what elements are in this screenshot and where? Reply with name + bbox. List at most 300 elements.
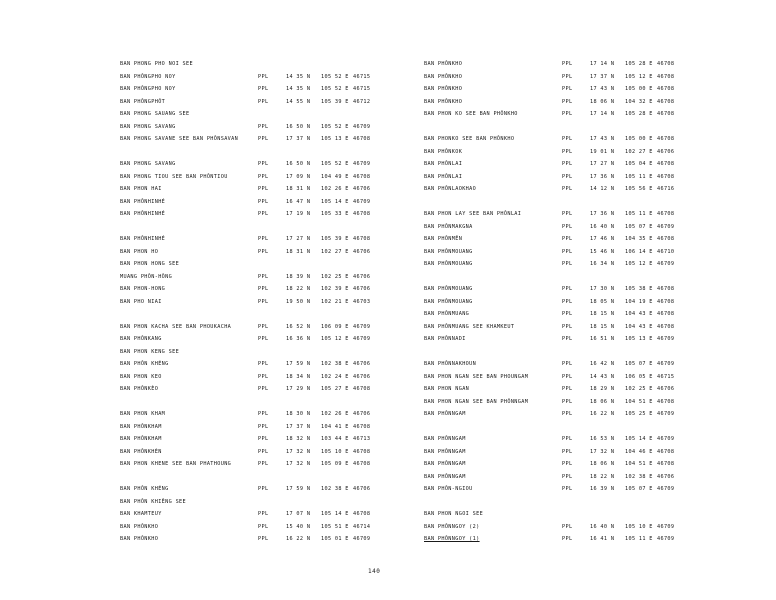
- longitude: 102 39 E: [321, 286, 349, 292]
- longitude: 105 13 E: [625, 336, 653, 342]
- latitude: 14 35 N: [286, 73, 311, 80]
- place-name: BAN PHON HO: [120, 248, 159, 255]
- map-code: 46708: [657, 398, 675, 405]
- longitude: 106 14 E: [625, 248, 653, 255]
- latitude: 17 37 N: [590, 73, 615, 80]
- latitude: 17 36 N: [590, 173, 615, 180]
- longitude: 104 46 E: [625, 448, 653, 455]
- place-name: BAN PHÔNKHO: [424, 86, 463, 92]
- place-name: BAN PHON KHENE SEE BAN PHATHOUNG: [120, 461, 232, 467]
- latitude: 19 01 N: [590, 148, 615, 155]
- latitude: 16 42 N: [590, 361, 615, 367]
- map-code: 46706: [353, 273, 371, 280]
- gazetteer-entry: [424, 358, 724, 371]
- feature-type: PPL: [562, 161, 573, 167]
- map-code: 46709: [353, 161, 371, 167]
- longitude: 104 49 E: [321, 173, 349, 180]
- place-name: BAN PHON KENG SEE: [120, 348, 180, 355]
- gazetteer-entry: [120, 108, 420, 121]
- feature-type: PPL: [258, 123, 269, 130]
- latitude: 17 32 N: [590, 448, 615, 455]
- feature-type: PPL: [562, 473, 573, 480]
- feature-type: PPL: [562, 98, 573, 105]
- longitude: 105 12 E: [321, 336, 349, 342]
- longitude: 105 39 E: [321, 236, 349, 242]
- gazetteer-entry: [120, 483, 420, 496]
- longitude: 103 44 E: [321, 436, 349, 442]
- latitude: 16 50 N: [286, 123, 311, 130]
- longitude: 106 05 E: [625, 373, 653, 380]
- feature-type: PPL: [562, 111, 573, 117]
- latitude: 17 19 N: [286, 211, 311, 217]
- longitude: 105 07 E: [625, 361, 653, 367]
- longitude: 105 28 E: [625, 111, 653, 117]
- place-name: BAN PHONG TIOU SEE BAN PHÔNTIOU: [120, 173, 228, 180]
- map-code: 46706: [657, 473, 675, 480]
- gazetteer-entry: [424, 383, 724, 396]
- map-code: 46706: [353, 361, 371, 367]
- feature-type: PPL: [562, 173, 573, 180]
- latitude: 18 30 N: [286, 411, 311, 417]
- place-name: BAN PHÔNMOUANG: [424, 248, 473, 255]
- map-code: 46708: [657, 161, 675, 167]
- feature-type: PPL: [562, 298, 573, 305]
- feature-type: PPL: [562, 411, 573, 417]
- place-name: BAN PHÔNNADI: [424, 336, 466, 342]
- map-code: 46706: [353, 486, 371, 492]
- map-code: 46708: [353, 386, 371, 392]
- longitude: 102 26 E: [321, 186, 349, 192]
- longitude: 105 33 E: [321, 211, 349, 217]
- place-name: BAN PHON KACHA SEE BAN PHOUKACHA: [120, 323, 232, 330]
- longitude: 105 52 E: [321, 161, 349, 167]
- place-name: BAN PHONG SAUANG SEE: [120, 111, 190, 117]
- latitude: 18 06 N: [590, 98, 615, 105]
- place-name: BAN PHÔN KHÉNG: [120, 361, 169, 367]
- map-code: 46709: [353, 198, 371, 205]
- gazetteer-entry: [424, 371, 724, 384]
- feature-type: PPL: [562, 361, 573, 367]
- feature-type: PPL: [258, 373, 269, 380]
- longitude: 105 11 E: [625, 173, 653, 180]
- map-code: 46712: [353, 98, 371, 105]
- map-code: 46709: [353, 336, 371, 342]
- feature-type: PPL: [562, 386, 573, 392]
- latitude: 18 15 N: [590, 311, 615, 317]
- feature-type: PPL: [258, 273, 269, 280]
- longitude: 105 07 E: [625, 223, 653, 230]
- longitude: 105 14 E: [321, 198, 349, 205]
- place-name: BAN PHÔNNGAM: [424, 461, 466, 467]
- longitude: 102 24 E: [321, 373, 349, 380]
- latitude: 17 09 N: [286, 173, 311, 180]
- map-code: 46708: [657, 461, 675, 467]
- place-name: BAN PHÔNKANG: [120, 336, 162, 342]
- place-name: BAN PHONG SAVANE SEE BAN PHÔNSAVAN: [120, 136, 239, 142]
- latitude: 17 07 N: [286, 511, 311, 517]
- longitude: 106 09 E: [321, 323, 349, 330]
- gazetteer-entry: [120, 521, 420, 534]
- latitude: 17 14 N: [590, 61, 615, 67]
- feature-type: PPL: [562, 248, 573, 255]
- latitude: 16 52 N: [286, 323, 311, 330]
- gazetteer-entry: [120, 271, 420, 284]
- feature-type: PPL: [562, 286, 573, 292]
- map-code: 46715: [353, 73, 371, 80]
- gazetteer-entry: [120, 121, 420, 134]
- feature-type: PPL: [562, 336, 573, 342]
- gazetteer-entry: [424, 258, 724, 271]
- longitude: 104 43 E: [625, 311, 653, 317]
- feature-type: PPL: [562, 398, 573, 405]
- place-name: BAN PHÔN KHÉNG: [120, 486, 169, 492]
- map-code: 46706: [353, 186, 371, 192]
- latitude: 18 31 N: [286, 248, 311, 255]
- longitude: 102 27 E: [321, 248, 349, 255]
- map-code: 46706: [353, 286, 371, 292]
- longitude: 105 38 E: [625, 286, 653, 292]
- place-name: BAN KHAMTEUY: [120, 511, 162, 517]
- longitude: 102 26 E: [321, 411, 349, 417]
- place-name: BAN PHÔNGPHO NOY: [120, 73, 176, 80]
- map-code: 46708: [657, 448, 675, 455]
- map-code: 46709: [657, 411, 675, 417]
- gazetteer-entry: [120, 258, 420, 271]
- gazetteer-entry: [120, 171, 420, 184]
- feature-type: PPL: [562, 461, 573, 467]
- feature-type: PPL: [258, 248, 269, 255]
- place-name: BAN PHÔNLAI: [424, 161, 463, 167]
- longitude: 105 52 E: [321, 123, 349, 130]
- gazetteer-entry: [120, 71, 420, 84]
- feature-type: PPL: [562, 223, 573, 230]
- longitude: 104 51 E: [625, 461, 653, 467]
- place-name: BAN PHÔNMÊN: [424, 236, 463, 242]
- longitude: 105 14 E: [321, 511, 349, 517]
- feature-type: PPL: [258, 298, 269, 305]
- map-code: 46709: [657, 261, 675, 267]
- gazetteer-entry: [120, 458, 420, 471]
- feature-type: PPL: [258, 511, 269, 517]
- gazetteer-entry: [120, 408, 420, 421]
- latitude: 18 22 N: [286, 286, 311, 292]
- latitude: 17 59 N: [286, 486, 311, 492]
- feature-type: PPL: [258, 536, 269, 542]
- map-code: 46708: [353, 461, 371, 467]
- latitude: 17 59 N: [286, 361, 311, 367]
- longitude: 105 52 E: [321, 73, 349, 80]
- gazetteer-entry: [120, 333, 420, 346]
- latitude: 16 36 N: [286, 336, 311, 342]
- map-code: 46708: [657, 61, 675, 67]
- latitude: 16 41 N: [590, 536, 615, 542]
- feature-type: PPL: [562, 211, 573, 217]
- place-name: BAN PHON KEO: [120, 373, 162, 380]
- latitude: 14 43 N: [590, 373, 615, 380]
- gazetteer-entry: [424, 533, 724, 546]
- place-name: BAN PHÔNMOUANG: [424, 286, 473, 292]
- map-code: 46708: [353, 173, 371, 180]
- feature-type: PPL: [258, 461, 269, 467]
- map-code: 46715: [657, 373, 675, 380]
- place-name: BAN PHONG SAVANG: [120, 123, 176, 130]
- map-code: 46709: [657, 361, 675, 367]
- map-code: 46708: [353, 136, 371, 142]
- map-code: 46709: [657, 336, 675, 342]
- longitude: 104 43 E: [625, 323, 653, 330]
- gazetteer-entry: [120, 296, 420, 309]
- place-name: BAN PHON LAY SEE BAN PHÔNLAI: [424, 211, 522, 217]
- gazetteer-entry: [424, 96, 724, 109]
- latitude: 18 05 N: [590, 298, 615, 305]
- place-name: BAN PHÔN KHIÊNG SEE: [120, 498, 186, 505]
- place-name: BAN PHON NGAN SEE BAN PHOUNGAM: [424, 373, 529, 380]
- longitude: 105 27 E: [321, 386, 349, 392]
- gazetteer-entry: [424, 108, 724, 121]
- blank-row: [120, 471, 420, 484]
- map-code: 46709: [353, 536, 371, 542]
- longitude: 104 32 E: [625, 98, 653, 105]
- map-code: 46708: [353, 511, 371, 517]
- place-name: BAN PHÔNKHO: [424, 61, 463, 67]
- place-name: BAN PHÔNKHAM: [120, 436, 162, 442]
- map-code: 46709: [353, 123, 371, 130]
- place-name: BAN PHON NGAN: [424, 386, 470, 392]
- gazetteer-entry: [120, 321, 420, 334]
- place-name: BAN PHÔNKOK: [424, 148, 463, 155]
- feature-type: PPL: [258, 136, 269, 142]
- map-code: 46709: [657, 486, 675, 492]
- place-name: BAN PHÔNKHO: [120, 523, 159, 530]
- feature-type: PPL: [562, 448, 573, 455]
- feature-type: PPL: [562, 536, 573, 542]
- map-code: 46708: [657, 298, 675, 305]
- latitude: 17 27 N: [286, 236, 311, 242]
- latitude: 16 22 N: [590, 411, 615, 417]
- place-name: BAN PHÔNMOUANG: [424, 298, 473, 305]
- map-code: 46709: [353, 323, 371, 330]
- latitude: 16 47 N: [286, 198, 311, 205]
- feature-type: PPL: [258, 98, 269, 105]
- gazetteer-entry: [120, 196, 420, 209]
- place-name: BAN PHÔNMOUANG: [424, 261, 473, 267]
- feature-type: PPL: [562, 436, 573, 442]
- latitude: 18 15 N: [590, 323, 615, 330]
- feature-type: PPL: [258, 423, 269, 430]
- feature-type: PPL: [562, 136, 573, 142]
- map-code: 46706: [657, 148, 675, 155]
- map-code: 46706: [353, 373, 371, 380]
- map-code: 46706: [353, 411, 371, 417]
- gazetteer-entry: [120, 158, 420, 171]
- place-name: BAN PHÔNGPHÔT: [120, 98, 166, 105]
- map-code: 46706: [657, 386, 675, 392]
- latitude: 18 32 N: [286, 436, 311, 442]
- gazetteer-entry: [424, 171, 724, 184]
- gazetteer-entry: [120, 433, 420, 446]
- longitude: 105 56 E: [625, 186, 653, 192]
- place-name: BAN PHÔNLAI: [424, 173, 463, 180]
- place-name: BAN PHONG SAVANG: [120, 161, 176, 167]
- latitude: 17 46 N: [590, 236, 615, 242]
- feature-type: PPL: [258, 336, 269, 342]
- place-name: BAN PHÔNHINHÉ: [120, 236, 166, 242]
- map-code: 46714: [353, 523, 371, 530]
- latitude: 18 31 N: [286, 186, 311, 192]
- feature-type: PPL: [562, 523, 573, 530]
- map-code: 46709: [657, 436, 675, 442]
- gazetteer-entry: [424, 133, 724, 146]
- place-name: BAN PHÔNNGAM: [424, 411, 466, 417]
- place-name: BAN PHÔNGPHO NOY: [120, 86, 176, 92]
- longitude: 102 25 E: [321, 273, 349, 280]
- latitude: 18 06 N: [590, 461, 615, 467]
- gazetteer-entry: [120, 283, 420, 296]
- feature-type: PPL: [258, 86, 269, 92]
- gazetteer-entry: [424, 433, 724, 446]
- latitude: 17 43 N: [590, 136, 615, 142]
- place-name: BAN PHÔNNGAM: [424, 473, 466, 480]
- gazetteer-entry: [120, 233, 420, 246]
- longitude: 104 51 E: [625, 398, 653, 405]
- latitude: 16 39 N: [590, 486, 615, 492]
- gazetteer-entry: [120, 446, 420, 459]
- latitude: 17 14 N: [590, 111, 615, 117]
- longitude: 104 35 E: [625, 236, 653, 242]
- feature-type: PPL: [258, 386, 269, 392]
- map-code: 46708: [657, 73, 675, 80]
- longitude: 102 38 E: [625, 473, 653, 480]
- longitude: 105 51 E: [321, 523, 349, 530]
- latitude: 17 29 N: [286, 386, 311, 392]
- feature-type: PPL: [258, 73, 269, 80]
- place-name: BAN PHÔNKHO: [424, 98, 463, 105]
- place-name: BAN PHON KO SEE BAN PHÔNKHO: [424, 111, 518, 117]
- place-name: BAN PHÔNKHO: [120, 536, 159, 542]
- longitude: 105 10 E: [625, 523, 653, 530]
- map-code: 46708: [353, 448, 371, 455]
- blank-row: [120, 146, 420, 159]
- longitude: 105 12 E: [625, 73, 653, 80]
- blank-row: [120, 308, 420, 321]
- feature-type: PPL: [258, 161, 269, 167]
- latitude: 16 22 N: [286, 536, 311, 542]
- gazetteer-entry: [424, 208, 724, 221]
- feature-type: PPL: [258, 186, 269, 192]
- map-code: 46708: [353, 236, 371, 242]
- map-code: 46708: [353, 211, 371, 217]
- gazetteer-entry: [120, 208, 420, 221]
- place-name: BAN PHÔNMUANG SEE KHAMKEUT: [424, 323, 515, 330]
- gazetteer-entry: [120, 533, 420, 546]
- feature-type: PPL: [258, 211, 269, 217]
- gazetteer-entry: [424, 471, 724, 484]
- gazetteer-entry: [120, 496, 420, 509]
- map-code: 46708: [657, 111, 675, 117]
- longitude: 105 25 E: [625, 411, 653, 417]
- longitude: 105 52 E: [321, 86, 349, 92]
- gazetteer-entry: [424, 58, 724, 71]
- latitude: 17 37 N: [286, 423, 311, 430]
- gazetteer-entry: [424, 308, 724, 321]
- gazetteer-entry: [424, 146, 724, 159]
- longitude: 105 11 E: [625, 536, 653, 542]
- feature-type: PPL: [562, 186, 573, 192]
- place-name: BAN PHÔNMUANG: [424, 311, 470, 317]
- longitude: 102 38 E: [321, 486, 349, 492]
- gazetteer-entry: [424, 458, 724, 471]
- feature-type: PPL: [258, 173, 269, 180]
- blank-row: [424, 496, 724, 509]
- latitude: 16 50 N: [286, 161, 311, 167]
- blank-row: [120, 221, 420, 234]
- feature-type: PPL: [258, 236, 269, 242]
- longitude: 104 41 E: [321, 423, 349, 430]
- right-column: [424, 58, 724, 546]
- latitude: 17 43 N: [590, 86, 615, 92]
- feature-type: PPL: [562, 61, 573, 67]
- latitude: 18 34 N: [286, 373, 311, 380]
- latitude: 16 40 N: [590, 223, 615, 230]
- gazetteer-entry: [120, 83, 420, 96]
- latitude: 17 36 N: [590, 211, 615, 217]
- gazetteer-entry: [424, 71, 724, 84]
- place-name: BAN PHÔNNGAM: [424, 436, 466, 442]
- place-name: BAN PHON NGOI SEE: [424, 511, 484, 517]
- latitude: 15 40 N: [286, 523, 311, 530]
- blank-row: [424, 271, 724, 284]
- latitude: 17 37 N: [286, 136, 311, 142]
- place-name: BAN PHÔNNAKHOUN: [424, 361, 477, 367]
- latitude: 19 50 N: [286, 298, 311, 305]
- place-name: BAN PHÔNKHAM: [120, 423, 162, 430]
- place-name: BAN PHÔNKHO: [424, 73, 463, 80]
- longitude: 102 21 E: [321, 298, 349, 305]
- place-name: BAN PHÔNNGOY (1): [424, 536, 480, 542]
- gazetteer-entry: [120, 508, 420, 521]
- latitude: 17 32 N: [286, 461, 311, 467]
- place-name: BAN PHON-HONG: [120, 286, 166, 292]
- map-code: 46708: [657, 236, 675, 242]
- latitude: 16 51 N: [590, 336, 615, 342]
- feature-type: PPL: [562, 323, 573, 330]
- place-name: BAN PHÔNHINHÉ: [120, 198, 166, 205]
- map-code: 46708: [657, 86, 675, 92]
- gazetteer-entry: [120, 246, 420, 259]
- place-name: BAN PHONKO SEE BAN PHÔNKHO: [424, 136, 515, 142]
- latitude: 16 34 N: [590, 261, 615, 267]
- latitude: 16 53 N: [590, 436, 615, 442]
- longitude: 105 00 E: [625, 86, 653, 92]
- map-code: 46715: [353, 86, 371, 92]
- gazetteer-entry: [424, 508, 724, 521]
- gazetteer-entry: [120, 346, 420, 359]
- gazetteer-entry: [120, 183, 420, 196]
- blank-row: [424, 196, 724, 209]
- gazetteer-entry: [424, 283, 724, 296]
- place-name: BAN PHÔNLAOKHAO: [424, 186, 477, 192]
- gazetteer-entry: [424, 333, 724, 346]
- place-name: BAN PHÔNKHÈN: [120, 448, 162, 455]
- longitude: 105 28 E: [625, 61, 653, 67]
- page-number: 140: [368, 568, 381, 575]
- gazetteer-entry: [424, 446, 724, 459]
- feature-type: PPL: [562, 148, 573, 155]
- feature-type: PPL: [562, 486, 573, 492]
- latitude: 18 22 N: [590, 473, 615, 480]
- gazetteer-entry: [120, 358, 420, 371]
- gazetteer-entry: [424, 183, 724, 196]
